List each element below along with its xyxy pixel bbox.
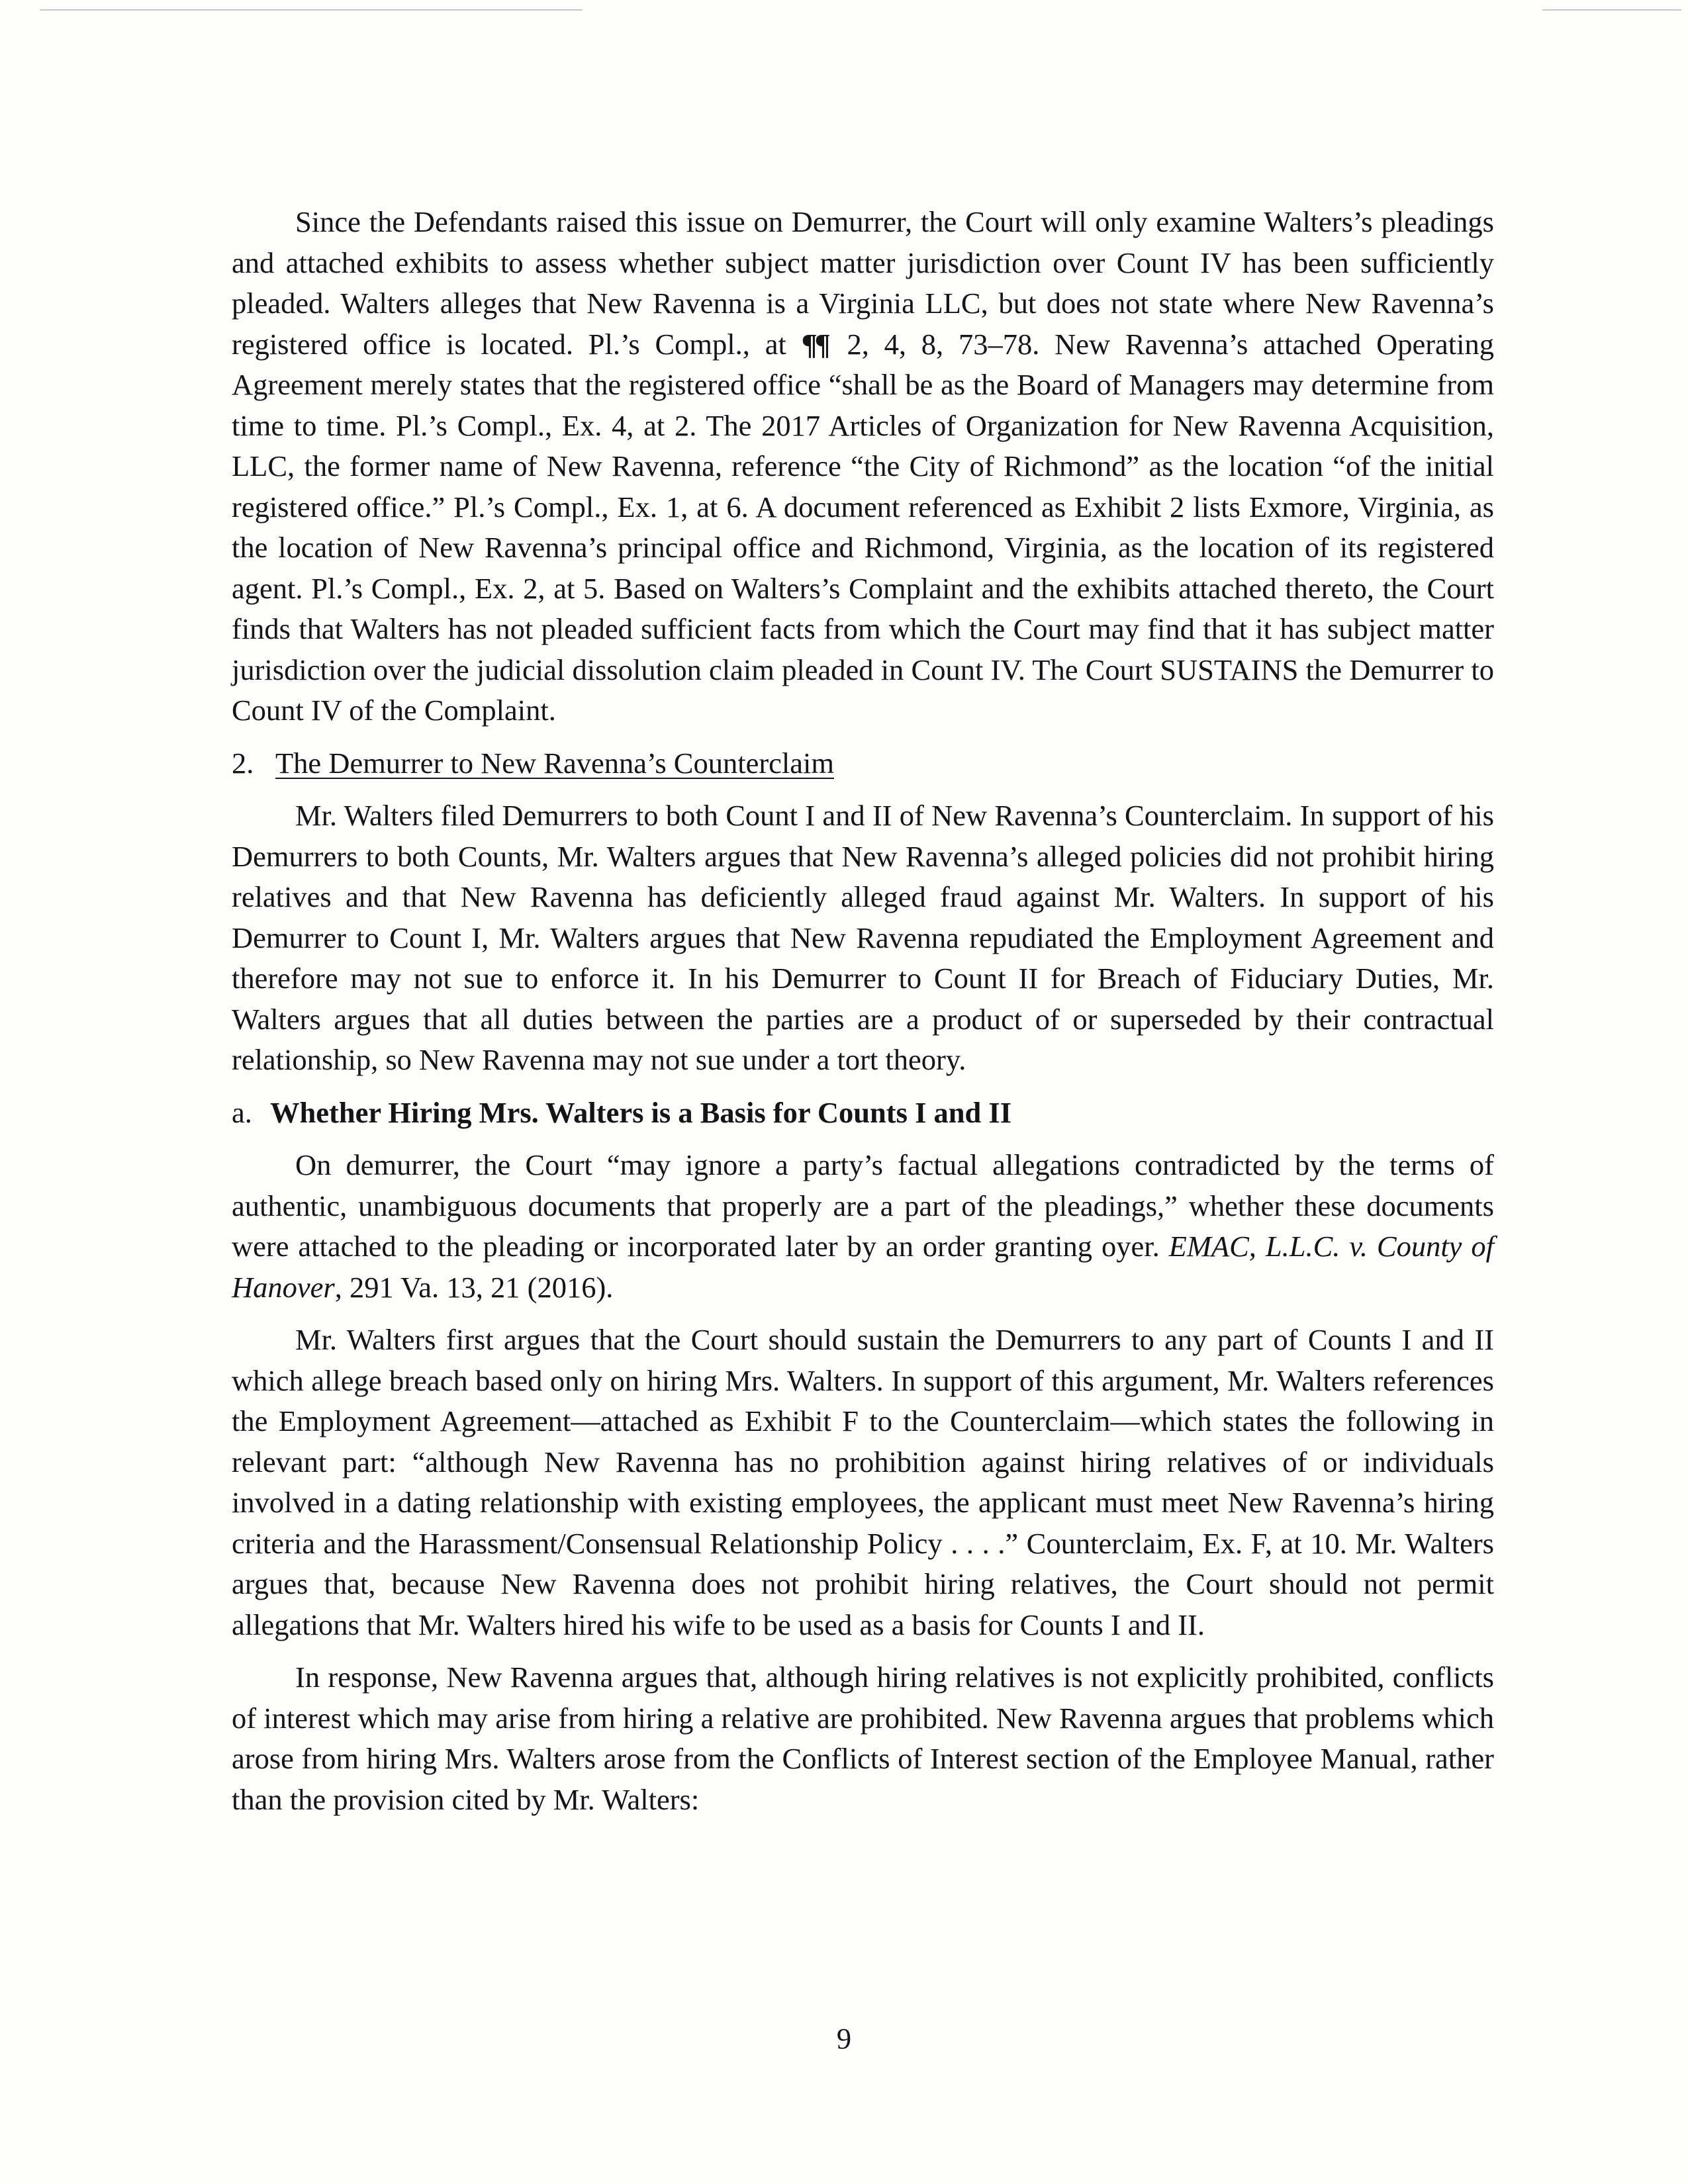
paragraph-walters-argument: Mr. Walters first argues that the Court should sustain the Demurrers to any part of Counts I and II which allege breach based only on hiring Mrs. Walters. In support of this argument, Mr. Walters references the Employment Agreement—attached as Exhibit F to the Counterclaim—which states the following in relevant part: “although New Ravenna has no prohibition against hiring relatives of or individuals involved in a dating relationship with existing employees, the applicant must meet New Ravenna’s hiring criteria and the Harassment/Consensual Relationship Policy . . . .” Counterclaim, Ex. F, at 10. Mr. Walters argues that, because New Ravenna does not prohibit hiring relatives, the Court should not permit allegations that Mr. Walters hired his wife to be used as a basis for Counts I and II.	[232, 1323, 1494, 1641]
paragraph-jurisdiction: Since the Defendants raised this issue on Demurrer, the Court will only examine Walters’s pleadings and attached exhibits to assess whether subject matter jurisdiction over Count IV has been sufficiently pleaded. Walters alleges that New Ravenna is a Virginia LLC, but does not state where New Ravenna’s registered office is located. Pl.’s Compl., at ¶¶ 2, 4, 8, 73–78. New Ravenna’s attached Operating Agreement merely states that the registered office “shall be as the Board of Managers may determine from time to time. Pl.’s Compl., Ex. 4, at 2. The 2017 Articles of Organization for New Ravenna Acquisition, LLC, the former name of New Ravenna, reference “the City of Richmond” as the location “of the initial registered office.” Pl.’s Compl., Ex. 1, at 6. A document referenced as Exhibit 2 lists Exmore, Virginia, as the location of New Ravenna’s principal office and Richmond, Virginia, as the location of its registered agent. Pl.’s Compl., Ex. 2, at 5. Based on Walters’s Complaint and the exhibits attached thereto, the Court finds that Walters has not pleaded sufficient facts from which the Court may find that it has subject matter jurisdiction over the judicial dissolution claim pleaded in Count IV. The Court SUSTAINS the Demurrer to Count IV of the Complaint.	[232, 205, 1495, 727]
paragraph-demurrer-summary: Mr. Walters filed Demurrers to both Count I and II of New Ravenna’s Counterclaim. In support of his Demurrers to both Counts, Mr. Walters argues that New Ravenna’s alleged policies did not prohibit hiring relatives and that New Ravenna has deficiently alleged fraud against Mr. Walters. In support of his Demurrer to Count I, Mr. Walters argues that New Ravenna repudiated the Employment Agreement and therefore may not sue to enforce it. In his Demurrer to Count II for Breach of Fiduciary Duties, Mr. Walters argues that all duties between the parties are a product of or superseded by their contractual relationship, so New Ravenna may not sue under a tort theory.	[232, 799, 1494, 1076]
document-body	[232, 202, 1494, 1820]
paragraph-sign: ¶¶	[801, 327, 828, 361]
section-heading-2: 2. The Demurrer to New Ravenna’s Counterclaim	[232, 746, 834, 780]
scan-edge-line	[1542, 9, 1681, 11]
subsection-heading-title: Whether Hiring Mrs. Walters is a Basis for Counts I and II	[270, 1095, 1012, 1129]
section-heading-title: The Demurrer to New Ravenna’s Counterclaim	[275, 746, 834, 780]
scan-edge-line	[40, 9, 583, 11]
paragraph-new-ravenna-response: In response, New Ravenna argues that, although hiring relatives is not explicitly prohibited, conflicts of interest which may arise from hiring a relative are prohibited. New Ravenna argues that problems which arose from hiring Mrs. Walters arose from the Conflicts of Interest section of the Employee Manual, rather than the provision cited by Mr. Walters:	[232, 1661, 1494, 1816]
subsection-heading-a: a. Whether Hiring Mrs. Walters is a Basis for Counts I and II	[232, 1095, 1012, 1129]
page-number: 9	[836, 2022, 852, 2055]
paragraph-demurrer-standard: On demurrer, the Court “may ignore a party’s factual allegations contradicted by the terms of authentic, unambiguous documents that properly are a part of the pleadings,” whether these documents were attached to the pleading or incorporated later by an order granting oyer. EMAC, L.L.C. v. County of Hanover, 291 Va. 13, 21 (2016).	[232, 1148, 1494, 1304]
case-citation: EMAC, L.L.C. v. County of Hanover	[232, 1230, 1494, 1304]
